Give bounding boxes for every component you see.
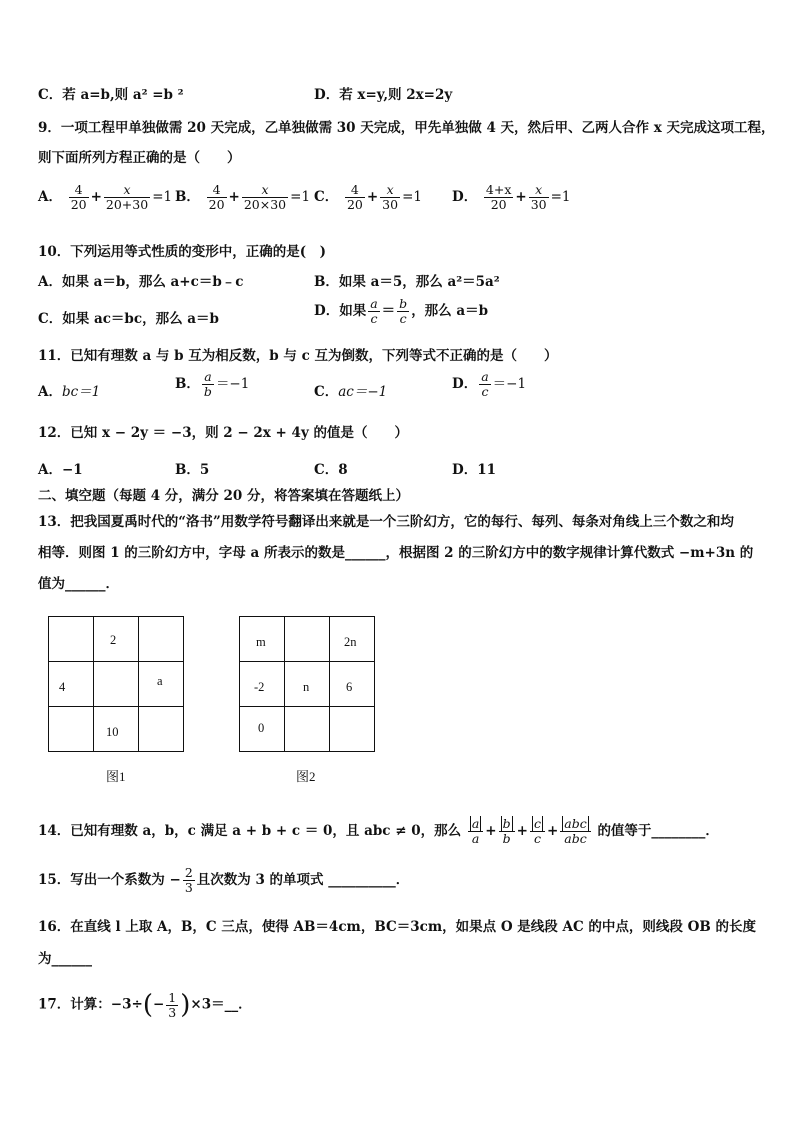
fraction: $\frac{2}{3}$ (184, 865, 193, 895)
fraction: $\frac{\text{abc}}{\text{abc}}$ (560, 817, 590, 846)
fraction: $\frac{a}{c}$ (481, 369, 489, 399)
q13-stem-line2: 相等．则图 1 的三阶幻方中，字母 a 所表示的数是______，根据图 2 的三阶幻方中的数字规律计算代数式 −m+3n 的 (38, 545, 754, 561)
q13-stem-line1: 13．把我国夏禹时代的“洛书”用数学符号翻译出来就是一个三阶幻方，它的每行、每列、每条对角线上三个数之和均 (38, 514, 734, 530)
q12-stem: 12．已知 x − 2y ＝ −3，则 2 − 2x + 4y 的值是（ ） (38, 425, 408, 441)
q10-option-c: C．如果 ac＝bc，那么 a＝b (38, 311, 219, 327)
q9-stem-line2: 则下面所列方程正确的是（ ） (38, 150, 241, 166)
fraction: $\frac{4}{20}$ (346, 182, 363, 212)
grid1-cell (94, 662, 139, 707)
grid2-cell (330, 707, 375, 752)
figure-2-caption: 图2 (296, 769, 316, 784)
q12-option-a: A．−1 (38, 462, 83, 478)
q16-stem-line2: 为______ (38, 951, 92, 967)
grid2-cell (285, 617, 330, 662)
q9-option-d: D． $\frac{4+x}{20}$ + $\frac{x}{30}$ =1 (452, 182, 571, 212)
fraction: $\frac{4}{20}$ (208, 182, 225, 212)
fraction: $\frac{x}{20+30}$ (105, 182, 149, 212)
q12-option-d: D．11 (452, 462, 496, 478)
q10-stem: 10．下列运用等式性质的变形中，正确的是( ) (38, 244, 327, 260)
fraction: $\frac{b}{b}$ (499, 817, 515, 846)
q11-stem: 11．已知有理数 a 与 b 互为相反数，b 与 c 互为倒数，下列等式不正确的是（ ） (38, 348, 558, 364)
q17-stem: 17．计算：−3÷(− $\frac{1}{3}$ )×3＝__． (38, 989, 252, 1020)
grid1-cell (139, 707, 184, 752)
q10-option-a: A．如果 a＝b，那么 a+c＝b﹣c (38, 274, 244, 290)
q8-option-c: C．若 a=b,则 a² =b ² (38, 87, 184, 103)
fraction: $\frac{x}{30}$ (530, 182, 547, 212)
fraction: $\frac{a}{b}$ (203, 369, 212, 399)
fraction: $\frac{a}{a}$ (468, 817, 483, 846)
q12-option-c: C．8 (314, 462, 348, 478)
grid2-cell: 2n (330, 617, 375, 662)
fraction: $\frac{c}{c}$ (530, 817, 545, 846)
fraction: $\frac{b}{c}$ (399, 296, 408, 326)
figure-1-caption: 图1 (106, 769, 126, 784)
q9-option-a: A． $\frac{4}{20}$ + $\frac{x}{20+30}$ =1 (38, 182, 173, 212)
grid2-cell: -2 (240, 662, 285, 707)
q11-option-d: D． $\frac{a}{c}$ ＝−1 (452, 369, 527, 399)
fraction: $\frac{x}{30}$ (382, 182, 399, 212)
grid2-cell: 6 (330, 662, 375, 707)
grid1-cell: 4 (49, 662, 94, 707)
grid2-cell: n (285, 662, 330, 707)
q9-stem-line1: 9．一项工程甲单独做需 20 天完成，乙单独做需 30 天完成，甲先单独做 4 天，然后甲、乙两人合作 x 天完成这项工程， (38, 120, 775, 136)
grid1-cell (49, 707, 94, 752)
grid1-cell: 2 (94, 617, 139, 662)
q14-stem: 14．已知有理数 a，b，c 满足 a + b + c ＝ 0，且 abc ≠ 0，那么 $\frac{a}{a}$ + $\frac{b}{b}$ + $\frac{c}{c}$ + $\frac{\text{abc}}{\text{abc}}$ 的值等于________． (38, 816, 719, 846)
fraction: $\frac{x}{20\times 30}$ (243, 182, 287, 212)
fraction: $\frac{a}{c}$ (370, 296, 378, 326)
q8-option-d: D．若 x=y,则 2x=2y (314, 87, 453, 103)
grid1-cell (139, 617, 184, 662)
q11-option-b: B． $\frac{a}{b}$ ＝−1 (175, 369, 250, 399)
grid2-cell: m (240, 617, 285, 662)
q11-option-a: A．bc＝1 (38, 384, 101, 400)
grid2-cell (285, 707, 330, 752)
grid1-cell (49, 617, 94, 662)
q13-stem-line3: 值为______． (38, 576, 119, 592)
q10-option-b: B．如果 a＝5，那么 a²＝5a² (314, 274, 500, 290)
magic-square-figure-1 (48, 616, 184, 752)
section-heading: 二、填空题（每题 4 分，满分 20 分，将答案填在答题纸上） (38, 488, 409, 504)
grid1-cell: 10 (94, 707, 139, 752)
q9-option-b: B． $\frac{4}{20}$ + $\frac{x}{20\times 30}$ =1 (175, 182, 311, 212)
q16-stem-line1: 16．在直线 l 上取 A，B，C 三点，使得 AB＝4cm，BC＝3cm，如果点 O 是线段 AC 的中点，则线段 OB 的长度 (38, 919, 756, 935)
fraction: $\frac{4+x}{20}$ (485, 182, 512, 212)
q11-option-c: C．ac＝−1 (314, 384, 388, 400)
magic-square-figure-2 (239, 616, 375, 752)
grid2-cell: 0 (240, 707, 285, 752)
fraction: $\frac{1}{3}$ (168, 989, 177, 1020)
fraction: $\frac{4}{20}$ (70, 182, 87, 212)
grid1-cell: a (139, 662, 184, 707)
q15-stem: 15．写出一个系数为 − $\frac{2}{3}$ 且次数为 3 的单项式 __________． (38, 865, 410, 895)
q10-option-d: D．如果 $\frac{a}{c}$ ＝ $\frac{b}{c}$ ，那么 a＝b (314, 296, 489, 326)
q9-option-c: C． $\frac{4}{20}$ + $\frac{x}{30}$ =1 (314, 182, 422, 212)
q12-option-b: B．5 (175, 462, 210, 478)
